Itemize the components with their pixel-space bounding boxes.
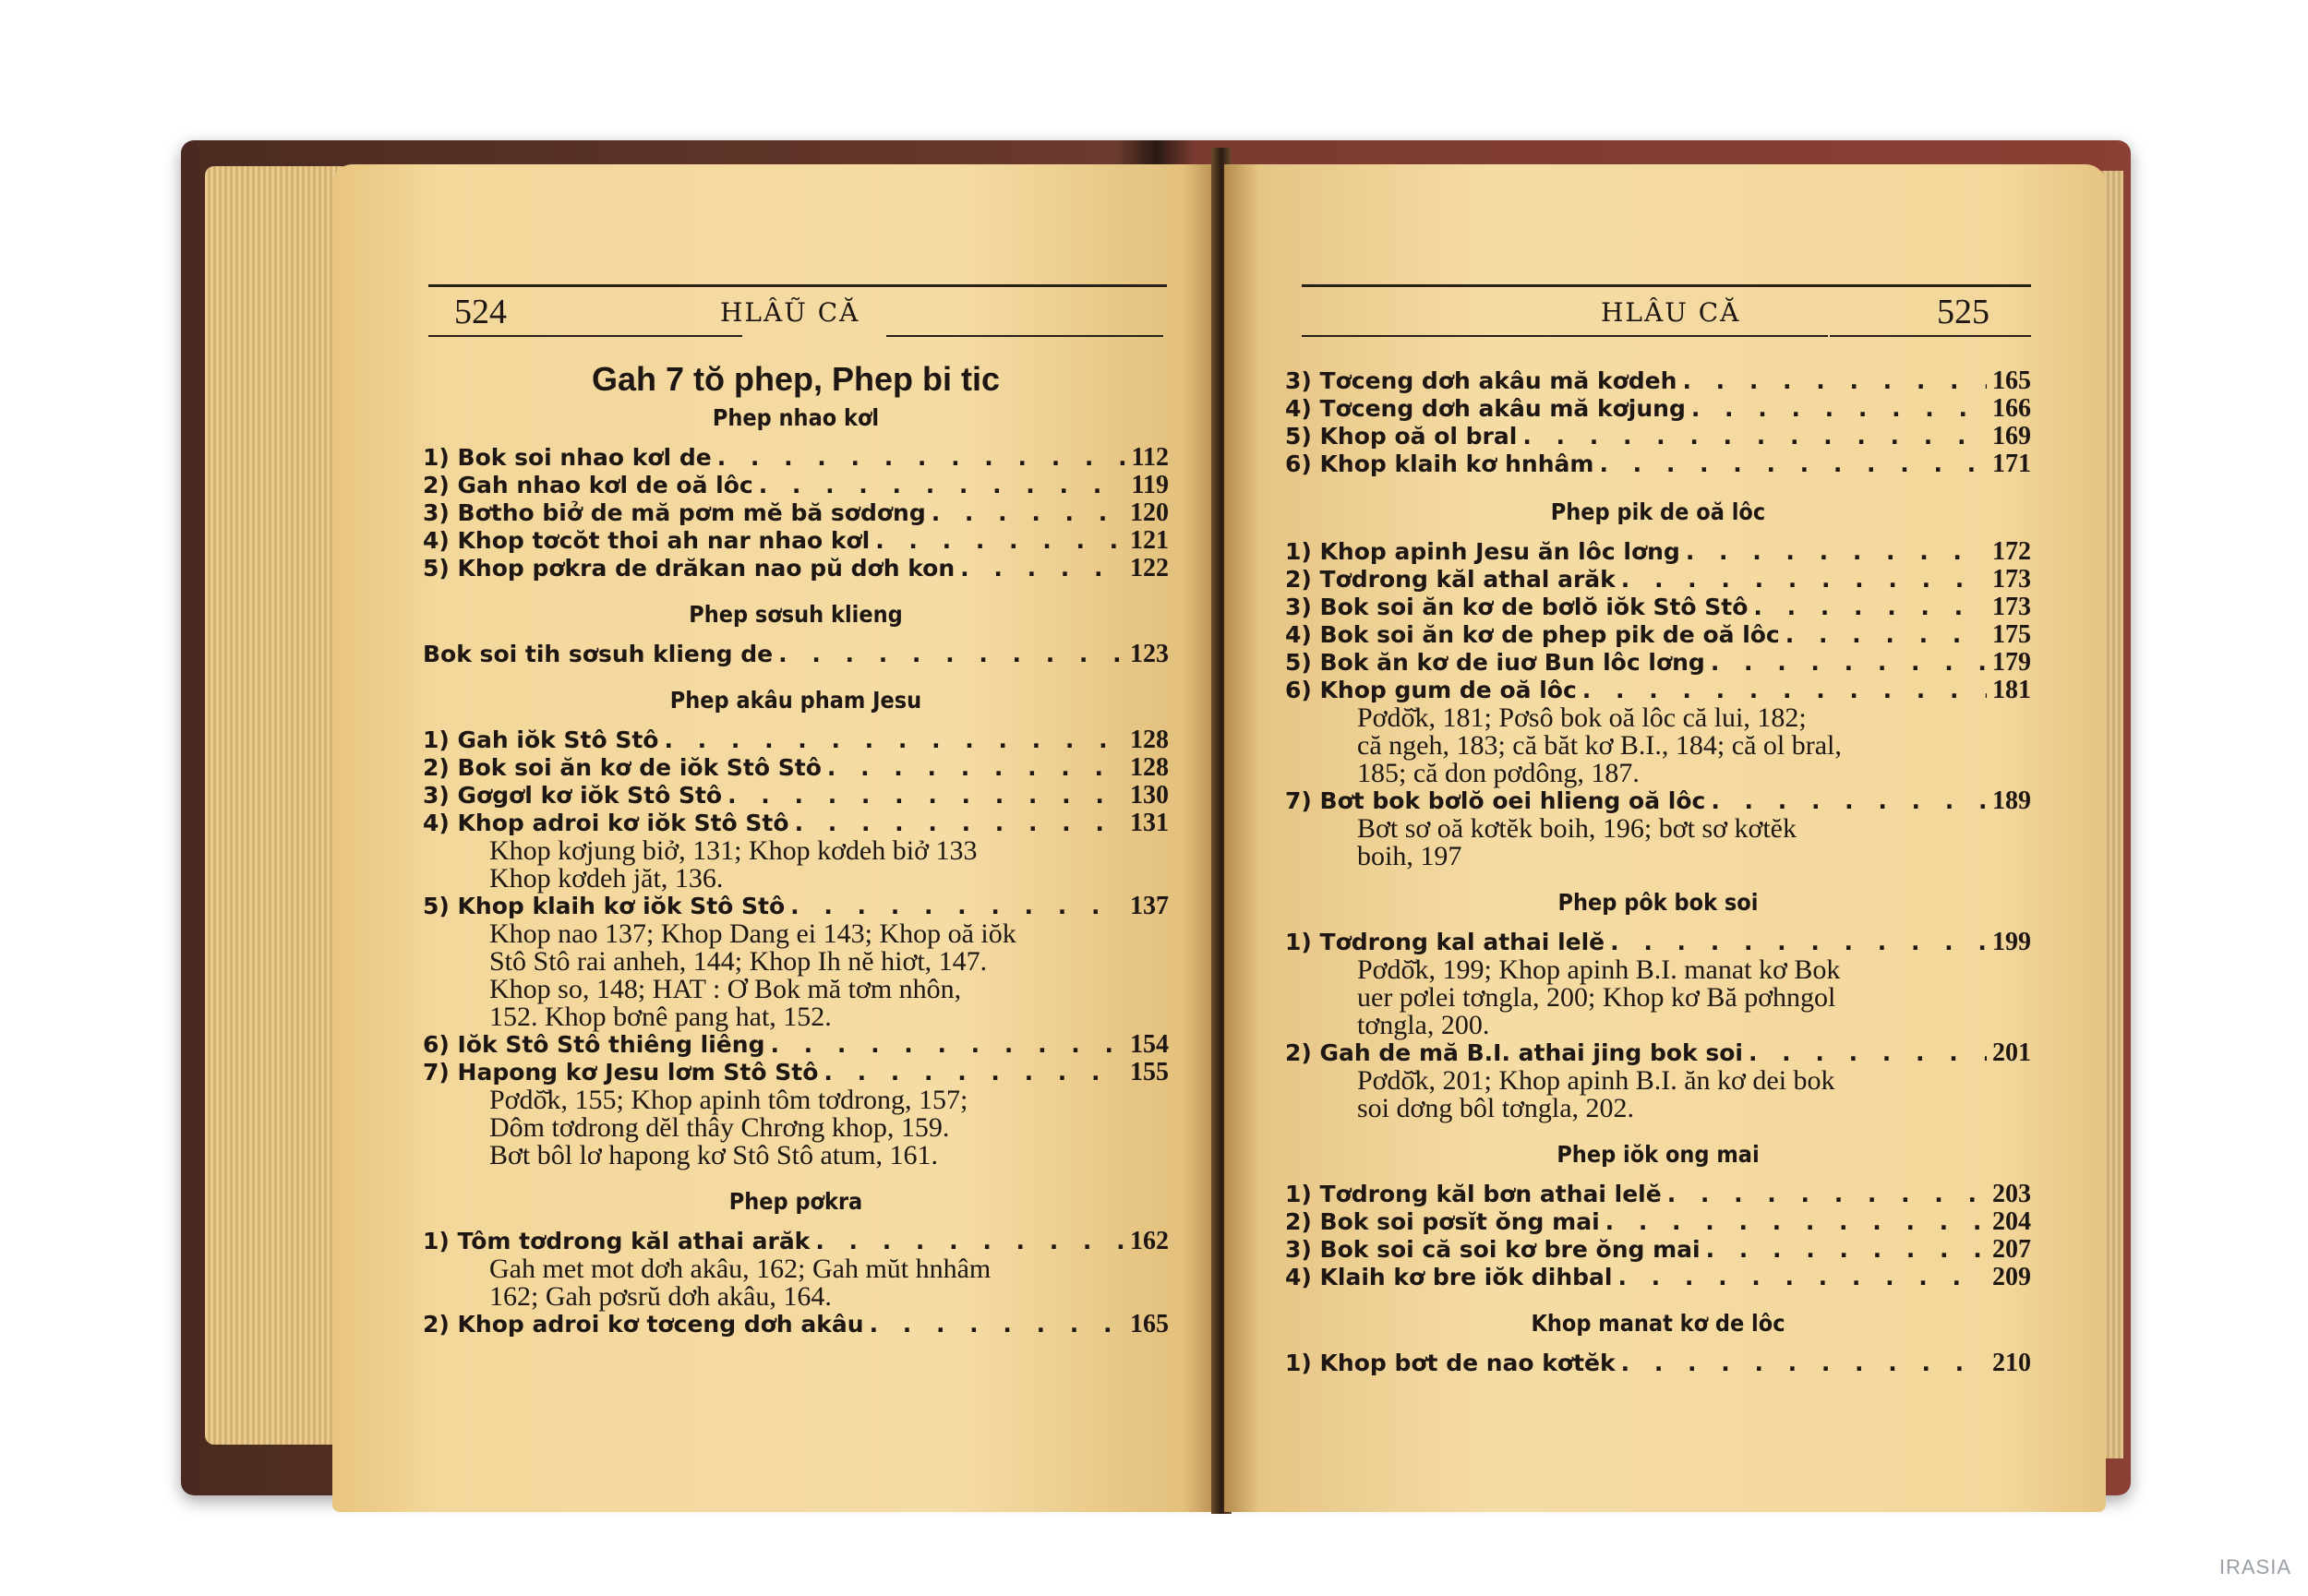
entry-text: 2) Bok soi ăn kơ de iŏk Stô Stô bbox=[423, 754, 822, 781]
entry-page-number: 165 bbox=[1992, 366, 2031, 395]
entry-subline: că ngeh, 183; că băt kơ B.I., 184; că ol bral, bbox=[1357, 730, 1842, 761]
entry-subline: 162; Gah pơsrŭ dơh akâu, 164. bbox=[489, 1281, 832, 1312]
entry-page-number: 137 bbox=[1130, 892, 1169, 920]
entry-page-number: 210 bbox=[1992, 1349, 2031, 1377]
entry-text: 3) Bok soi că soi kơ bre ŏng mai bbox=[1285, 1236, 1701, 1263]
entry-page-number: 204 bbox=[1992, 1207, 2031, 1236]
dot-leader bbox=[1706, 1236, 1987, 1264]
toc-entry-line bbox=[1285, 649, 2031, 677]
toc-entry-line bbox=[1285, 395, 2031, 423]
entry-subline: Khop so, 148; HAT : Ơ Bok mă tơm nhôn, bbox=[489, 974, 962, 1004]
entry-text: 2) Tơdrong kăl athal arăk bbox=[1285, 566, 1616, 593]
header-rule bbox=[428, 284, 1167, 287]
entry-subline: Khop kơdeh jăt, 136. bbox=[489, 863, 724, 894]
toc-entry bbox=[1285, 395, 2031, 423]
entry-text: 2) Bok soi pơsĭt ŏng mai bbox=[1285, 1208, 1600, 1235]
dot-leader bbox=[1682, 367, 1987, 395]
section-heading: Phep nhao kơl bbox=[712, 404, 880, 431]
dot-leader bbox=[1691, 395, 1987, 423]
page-number-left: 524 bbox=[454, 293, 507, 331]
section-heading: Phep iŏk ong mai bbox=[1557, 1141, 1760, 1168]
toc-entry bbox=[1285, 649, 2031, 677]
toc-entry bbox=[423, 1228, 1169, 1311]
entry-page-number: 128 bbox=[1130, 726, 1169, 754]
running-head-right: HLÂU CĂ bbox=[1601, 297, 1741, 328]
toc-entry bbox=[423, 1031, 1169, 1059]
dot-leader bbox=[1686, 538, 1987, 566]
toc-entry bbox=[423, 499, 1169, 527]
section-heading: Khop manat kơ de lôc bbox=[1531, 1310, 1785, 1337]
entry-page-number: 199 bbox=[1992, 928, 2031, 956]
chapter-title: Gah 7 tŏ phep, Phep bi tic bbox=[591, 360, 1001, 398]
toc-entry bbox=[1285, 1236, 2031, 1264]
section-heading: Phep sơsuh klieng bbox=[689, 601, 903, 628]
entry-page-number: 169 bbox=[1992, 422, 2031, 450]
entry-text: 5) Khop klaih kơ iŏk Stô Stô bbox=[423, 893, 786, 919]
entry-page-number: 171 bbox=[1992, 450, 2031, 478]
toc-entry-line bbox=[1285, 1181, 2031, 1208]
entry-subline: 152. Khop bơnê pang hat, 152. bbox=[489, 1002, 832, 1032]
entry-text: 6) Iŏk Stô Stô thiêng liêng bbox=[423, 1031, 765, 1058]
dot-leader bbox=[1667, 1181, 1987, 1208]
toc-entry bbox=[1285, 538, 2031, 566]
entry-text: 5) Bok ăn kơ de iuơ Bun lôc lơng bbox=[1285, 649, 1705, 676]
toc-entry bbox=[1285, 929, 2031, 1039]
right-sections bbox=[1285, 498, 2031, 1377]
entry-text: 4) Klaih kơ bre iŏk dihbal bbox=[1285, 1264, 1613, 1290]
entry-page-number: 154 bbox=[1130, 1030, 1169, 1059]
toc-entry-line bbox=[423, 726, 1169, 754]
toc-entry-line bbox=[1285, 1208, 2031, 1236]
entry-text: 3) Bơtho biở de mă pơm mĕ bă sơdơng bbox=[423, 499, 926, 526]
toc-entry-line bbox=[423, 754, 1169, 782]
toc-entry bbox=[423, 782, 1169, 810]
toc-entry-line bbox=[1285, 1236, 2031, 1264]
entry-subline: uer pơlei tơngla, 200; Khop kơ Bă pơhngol bbox=[1357, 982, 1836, 1013]
dot-leader bbox=[664, 726, 1124, 754]
entry-page-number: 173 bbox=[1992, 593, 2031, 621]
dot-leader bbox=[770, 1031, 1124, 1059]
entry-text: Bok soi tih sơsuh klieng de bbox=[423, 641, 774, 667]
running-head-left: HLÂŨ CĂ bbox=[720, 297, 860, 328]
toc-entry-line bbox=[1285, 677, 2031, 704]
entry-text: 6) Khop klaih kơ hnhâm bbox=[1285, 450, 1594, 477]
toc-entry-line bbox=[423, 641, 1169, 668]
entry-page-number: 123 bbox=[1130, 640, 1169, 668]
entry-text: 1) Tơdrong kal athai lelĕ bbox=[1285, 929, 1605, 955]
dot-leader bbox=[1785, 621, 1987, 649]
toc-entry-line bbox=[423, 782, 1169, 810]
toc-entry-line bbox=[1285, 1039, 2031, 1067]
toc-entry bbox=[423, 1059, 1169, 1170]
entry-text: 5) Khop pơkra de drăkan nao pŭ dơh kon bbox=[423, 555, 956, 582]
entry-text: 2) Gah de mă B.I. athai jing bok soi bbox=[1285, 1039, 1743, 1066]
dot-leader bbox=[790, 893, 1124, 920]
entry-subline: Stô Stô rai anheh, 144; Khop Ih nĕ hiơt, 147. bbox=[489, 946, 988, 977]
entry-page-number: 120 bbox=[1130, 498, 1169, 527]
entry-text: 1) Tôm tơdrong kăl athai arăk bbox=[423, 1228, 811, 1254]
entry-subline: Pơdŏ̆k, 181; Pơsô bok oă lôc că lui, 182; bbox=[1357, 702, 1807, 733]
toc-entry bbox=[1285, 621, 2031, 649]
entry-page-number: 130 bbox=[1130, 781, 1169, 810]
toc-entry bbox=[423, 641, 1169, 668]
toc-entry bbox=[1285, 1350, 2031, 1377]
header-underline bbox=[1302, 335, 1828, 337]
dot-leader bbox=[795, 810, 1124, 837]
right-content bbox=[1285, 367, 2031, 1377]
header-rule bbox=[1302, 284, 2031, 287]
left-page bbox=[332, 164, 1219, 1512]
toc-entry bbox=[423, 444, 1169, 472]
dot-leader bbox=[1522, 423, 1987, 450]
toc-entry-line bbox=[1285, 423, 2031, 450]
toc-entry-line bbox=[423, 1059, 1169, 1086]
entry-text: 1) Tơdrong kăl bơn athai lelĕ bbox=[1285, 1181, 1662, 1207]
toc-entry-line bbox=[423, 1228, 1169, 1255]
entry-page-number: 155 bbox=[1130, 1058, 1169, 1086]
entry-subline: Bơt bôl lơ hapong kơ Stô Stô atum, 161. bbox=[489, 1140, 938, 1170]
entry-page-number: 128 bbox=[1130, 753, 1169, 782]
entry-page-number: 166 bbox=[1992, 394, 2031, 423]
toc-entry-line bbox=[423, 1311, 1169, 1338]
toc-entry-line bbox=[1285, 1350, 2031, 1377]
toc-entry bbox=[423, 726, 1169, 754]
toc-entry bbox=[1285, 594, 2031, 621]
left-content bbox=[423, 360, 1169, 1338]
entry-text: 4) Khop adroi kơ iŏk Stô Stô bbox=[423, 810, 789, 836]
dot-leader bbox=[1582, 677, 1987, 704]
entry-text: 6) Khop gum de oă lôc bbox=[1285, 677, 1577, 703]
entry-page-number: 122 bbox=[1130, 554, 1169, 582]
toc-entry-line bbox=[1285, 566, 2031, 594]
entry-text: 4) Tơceng dơh akâu mă kơjung bbox=[1285, 395, 1686, 422]
entry-subline: Bơt sơ oă kơtĕk boih, 196; bơt sơ kơtĕk bbox=[1357, 813, 1797, 844]
dot-leader bbox=[1599, 450, 1987, 478]
left-sections bbox=[423, 404, 1169, 1338]
toc-entry-line bbox=[423, 472, 1169, 499]
header-underline bbox=[428, 335, 742, 337]
toc-entry bbox=[423, 893, 1169, 1031]
right-top-entries bbox=[1285, 367, 2031, 478]
toc-entry-line bbox=[423, 555, 1169, 582]
entry-subline: boih, 197 bbox=[1357, 841, 1462, 871]
toc-entry-line bbox=[1285, 1264, 2031, 1291]
toc-entry-line bbox=[1285, 621, 2031, 649]
toc-entry-line bbox=[423, 499, 1169, 527]
toc-entry bbox=[423, 555, 1169, 582]
entry-subline: Pơdŏ̆k, 201; Khop apinh B.I. ăn kơ dei bok bbox=[1357, 1065, 1835, 1096]
section-heading: Phep pơkra bbox=[728, 1188, 863, 1215]
entry-page-number: 173 bbox=[1992, 565, 2031, 594]
entry-page-number: 165 bbox=[1130, 1310, 1169, 1338]
dot-leader bbox=[727, 782, 1124, 810]
entry-page-number: 172 bbox=[1992, 537, 2031, 566]
toc-entry-line bbox=[1285, 594, 2031, 621]
toc-entry bbox=[1285, 367, 2031, 395]
entry-page-number: 121 bbox=[1130, 526, 1169, 555]
dot-leader bbox=[1617, 1264, 1987, 1291]
entry-page-number: 119 bbox=[1131, 471, 1169, 499]
toc-entry-line bbox=[423, 893, 1169, 920]
dot-leader bbox=[1621, 1350, 1987, 1377]
dot-leader bbox=[875, 527, 1124, 555]
entry-text: 1) Bok soi nhao kơl de bbox=[423, 444, 712, 471]
section-heading: Phep akâu pham Jesu bbox=[669, 687, 922, 714]
watermark: IRASIA bbox=[2218, 1555, 2291, 1578]
dot-leader bbox=[823, 1059, 1124, 1086]
entry-text: 7) Hapong kơ Jesu lơm Stô Stô bbox=[423, 1059, 819, 1086]
entry-subline: Dôm tơdrong dĕl thây Chrơng khop, 159. bbox=[489, 1112, 950, 1143]
entry-subline: Pơdŏ̆k, 199; Khop apinh B.I. manat kơ Bok bbox=[1357, 954, 1841, 985]
toc-entry-line bbox=[1285, 367, 2031, 395]
entry-text: 4) Bok soi ăn kơ de phep pik de oă lôc bbox=[1285, 621, 1780, 648]
entry-subline: Khop nao 137; Khop Dang ei 143; Khop oă iŏk bbox=[489, 918, 1016, 949]
entry-text: 4) Khop tơcŏt thoi ah nar nhao kơl bbox=[423, 527, 871, 554]
section-heading: Phep pik de oă lôc bbox=[1550, 498, 1766, 525]
toc-entry bbox=[1285, 450, 2031, 478]
toc-entry bbox=[1285, 566, 2031, 594]
entry-page-number: 175 bbox=[1992, 620, 2031, 649]
toc-entry bbox=[1285, 1181, 2031, 1208]
entry-text: 7) Bơt bok bơlŏ oei hlieng oă lôc bbox=[1285, 787, 1706, 814]
entry-page-number: 112 bbox=[1131, 443, 1169, 472]
page-edges-left bbox=[205, 166, 343, 1445]
page-number-right: 525 bbox=[1937, 293, 1989, 331]
dot-leader bbox=[778, 641, 1124, 668]
dot-leader bbox=[932, 499, 1124, 527]
entry-subline: Gah met mot dơh akâu, 162; Gah mŭt hnhâm bbox=[489, 1254, 992, 1284]
entry-text: 1) Khop apinh Jesu ăn lôc lơng bbox=[1285, 538, 1680, 565]
dot-leader bbox=[717, 444, 1126, 472]
toc-entry-line bbox=[1285, 450, 2031, 478]
toc-entry bbox=[423, 1311, 1169, 1338]
dot-leader bbox=[815, 1228, 1124, 1255]
entry-text: 3) Bok soi ăn kơ de bơlŏ iŏk Stô Stô bbox=[1285, 594, 1749, 620]
toc-entry-line bbox=[423, 527, 1169, 555]
entry-page-number: 162 bbox=[1130, 1227, 1169, 1255]
header-underline bbox=[1830, 335, 2031, 337]
entry-text: 2) Khop adroi kơ tơceng dơh akâu bbox=[423, 1311, 864, 1338]
dot-leader bbox=[759, 472, 1126, 499]
entry-page-number: 189 bbox=[1992, 786, 2031, 815]
entry-text: 1) Gah iŏk Stô Stô bbox=[423, 726, 659, 753]
dot-leader bbox=[1621, 566, 1987, 594]
toc-entry bbox=[1285, 1039, 2031, 1122]
dot-leader bbox=[1605, 1208, 1987, 1236]
toc-entry bbox=[423, 472, 1169, 499]
dot-leader bbox=[1749, 1039, 1987, 1067]
entry-subline: tơngla, 200. bbox=[1357, 1010, 1490, 1040]
toc-entry bbox=[423, 754, 1169, 782]
dot-leader bbox=[1711, 787, 1987, 815]
toc-entry bbox=[423, 527, 1169, 555]
toc-entry bbox=[1285, 1264, 2031, 1291]
header-underline bbox=[886, 335, 1163, 337]
dot-leader bbox=[960, 555, 1124, 582]
right-page bbox=[1224, 164, 2106, 1512]
entry-text: 3) Gơgơl kơ iŏk Stô Stô bbox=[423, 782, 723, 809]
toc-entry-line bbox=[423, 444, 1169, 472]
dot-leader bbox=[827, 754, 1124, 782]
entry-page-number: 201 bbox=[1992, 1038, 2031, 1067]
entry-subline: Khop kơjung biở, 131; Khop kơdeh biở 133 bbox=[489, 835, 978, 866]
dot-leader bbox=[1610, 929, 1987, 956]
entry-page-number: 209 bbox=[1992, 1263, 2031, 1291]
entry-text: 5) Khop oă ol bral bbox=[1285, 423, 1518, 450]
toc-entry-line bbox=[1285, 787, 2031, 815]
entry-page-number: 207 bbox=[1992, 1235, 2031, 1264]
entry-page-number: 131 bbox=[1130, 809, 1169, 837]
entry-page-number: 181 bbox=[1992, 676, 2031, 704]
dot-leader bbox=[1753, 594, 1987, 621]
section-heading: Phep pôk bok soi bbox=[1557, 889, 1759, 916]
entry-text: 3) Tơceng dơh akâu mă kơdeh bbox=[1285, 367, 1677, 394]
entry-subline: 185; că don pơdông, 187. bbox=[1357, 758, 1640, 788]
entry-text: 1) Khop bơt de nao kơtĕk bbox=[1285, 1350, 1616, 1376]
toc-entry-line bbox=[423, 1031, 1169, 1059]
dot-leader bbox=[870, 1311, 1124, 1338]
toc-entry bbox=[1285, 677, 2031, 787]
entry-text: 2) Gah nhao kơl de oă lôc bbox=[423, 472, 753, 498]
toc-entry-line bbox=[423, 810, 1169, 837]
toc-entry bbox=[1285, 787, 2031, 870]
toc-entry bbox=[423, 810, 1169, 893]
entry-page-number: 203 bbox=[1992, 1180, 2031, 1208]
toc-entry bbox=[1285, 1208, 2031, 1236]
toc-entry-line bbox=[1285, 929, 2031, 956]
toc-entry-line bbox=[1285, 538, 2031, 566]
toc-entry bbox=[1285, 423, 2031, 450]
dot-leader bbox=[1711, 649, 1987, 677]
entry-page-number: 179 bbox=[1992, 648, 2031, 677]
entry-subline: Pơdŏ̆k, 155; Khop apinh tôm tơdrong, 157; bbox=[489, 1085, 968, 1115]
entry-subline: soi dơng bôl tơngla, 202. bbox=[1357, 1093, 1635, 1123]
